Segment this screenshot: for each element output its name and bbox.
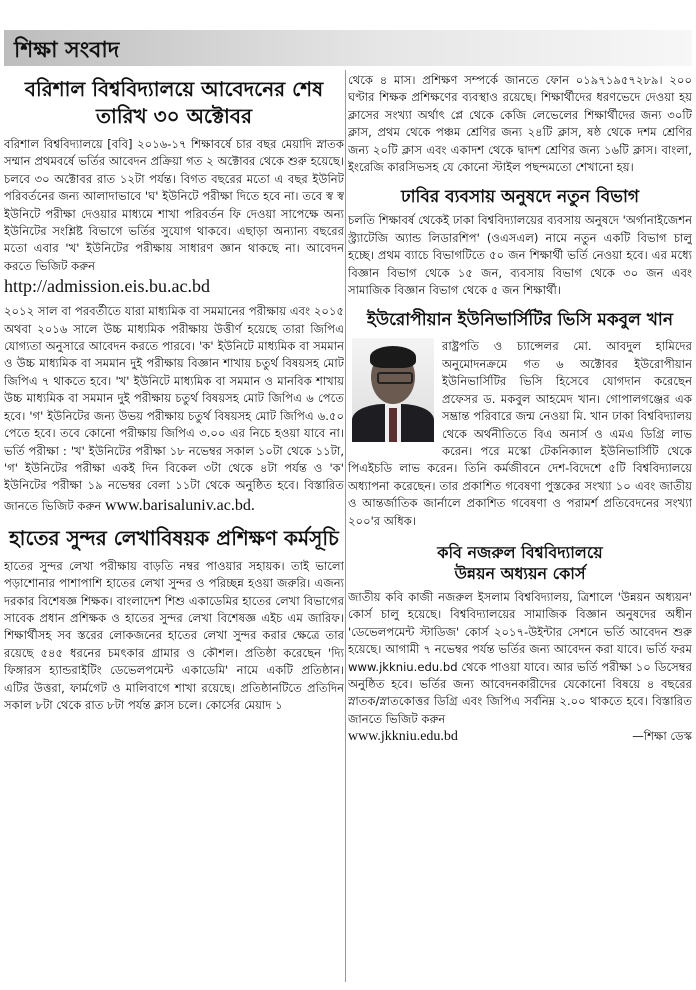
article-subheadline: উন্নয়ন অধ্যয়ন কোর্স [454,563,586,583]
article-nazrul [348,542,692,745]
article-body [4,303,344,516]
article-footer [348,728,692,745]
article-body: রাষ্ট্রপতি ও চ্যান্সেলর মো. আবদুল হামিদের অনুমোদনক্রমে গত ৬ অক্টোবর ইউরোপীয়ান ইউনিভার্সিটির ভিসি হিসেবে যোগদান করেছেন প্রফেসর ড. মকবুল আহমেদ খান। গোপালগঞ্জের এক সম্ভ্রান্ত পরিবারে জন্ম নেওয়া মি. খান ঢাকা বিশ্ববিদ্যালয় থেকে অর্থনীতিতে বিএ অনার্স ও এমএ ডিগ্রি লাভ করেন। পরে মস্কো টেকনিক্যাল ইউনিভার্সিটি থেকে পিএইচডি লাভ করেন। তিনি কর্মজীবনে দেশ-বিদেশে ৫টি বিশ্ববিদ্যালয়ে অধ্যাপনা করেছেন। তার প্রকাশিত গবেষণা পুস্তকের সংখ্যা ১০ এবং জাতীয় ও আন্তর্জাতিক জার্নালে প্রকাশিত গবেষণা ও পরামর্শ প্রতিবেদনের সংখ্যা ২০০'র অধিক। [348,339,692,528]
article-headline: হাতের সুন্দর লেখাবিষয়ক প্রশিক্ষণ কর্মসূচি [9,525,339,550]
nazrul-website-link[interactable]: www.jkkniu.edu.bd [348,729,458,745]
article-body: বরিশাল বিশ্ববিদ্যালয়ে [ববি] ২০১৬-১৭ শিক্ষাবর্ষে চার বছর মেয়াদি স্নাতক সম্মান প্রথমবর্ষে ভর্তির আবেদন প্রক্রিয়া গত ২ অক্টোবর থেকে শুরু হয়েছে। চলবে ৩০ অক্টোবর রাত ১২টা পর্যন্ত। বিগত বছরের মতো এ বছর ইউনিট পরিবর্তনের জন্য আলাদাভাবে 'ঘ' ইউনিটে পরীক্ষা দিতে হবে না। তবে স্ব স্ব ইউনিটে পরীক্ষা দেওয়ার মাধ্যমে শাখা পরিবর্তন ফি দেওয়া সাপেক্ষে অন্য ইউনিটের সংশ্লিষ্ট বিভাগে ভর্তির সুযোগ থাকবে। এছাড়া অন্যান্য বছরের মতো এবার 'খ' ইউনিটের পরীক্ষায় সাধারণ জ্ঞান থাকছে না। আবেদন করতে ভিজিট করুন [4,137,344,273]
admission-link[interactable]: http://admission.eis.bu.ac.bd [4,276,210,297]
column-divider [345,70,346,982]
photo-tie [389,408,397,442]
article-headline: কবি নজরুল বিশ্ববিদ্যালয়ে [437,542,603,562]
article-body: জাতীয় কবি কাজী নজরুল ইসলাম বিশ্ববিদ্যালয়, ত্রিশালে 'উন্নয়ন অধ্যয়ন' কোর্স চালু হয়েছে। বিশ্ববিদ্যালয়ের সামাজিক বিজ্ঞান অনুষদের অধীন 'ডেভেলপমেন্ট স্টাডিজ' কোর্স ২০১৭-উইন্টার সেশনে ভর্তি আবেদন শুরু হয়েছে। আগামী ৭ নভেম্বর পর্যন্ত ভর্তির জন্য আবেদন করা যাবে। ভর্তি ফরম www.jkkniu.edu.bd থেকে পাওয়া যাবে। আর ভর্তি পরীক্ষা ১০ ডিসেম্বর অনুষ্ঠিত হবে। ভর্তির জন্য আবেদনকারীদের যেকোনো বিষয়ে ৪ বছরের স্নাতক/স্নাতকোত্তর ডিগ্রি এবং জিপিএ সর্বনিম্ন ২.০০ থাকতে হবে। বিস্তারিত জানতে ভিজিট করুন [348,589,692,726]
article-body-text: ২০১২ সাল বা পরবর্তীতে যারা মাধ্যমিক বা সমমানের পরীক্ষায় এবং ২০১৫ অথবা ২০১৬ সালে উচ্চ মাধ্যমিক পরীক্ষায় উত্তীর্ণ হয়েছে তারা জিপিএ যোগ্যতা অনুসারে আবেদন করতে পারবে। 'ক' ইউনিটে মাধ্যমিক বা সমমান ও উচ্চ মাধ্যমিক বা সমমান দুই পরীক্ষায় বিজ্ঞান শাখায় চতুর্থ বিষয়সহ মোট জিপিএ ৭ থাকতে হবে। 'খ' ইউনিটে মাধ্যমিক বা সমমান ও মানবিক শাখায় উচ্চ মাধ্যমিক বা সমমান দুই পরীক্ষায় চতুর্থ বিষয়সহ মোট জিপিএ ৬ পেতে হবে। 'গ' ইউনিটের জন্য উভয় পরীক্ষায় চতুর্থ বিষয়সহ মোট জিপিএ ৬.৫০ পেতে হবে। তবে কোনো পরীক্ষায় জিপিএ ৩.০০ এর নিচে হওয়া যাবে না। ভর্তি পরীক্ষা : 'খ' ইউনিটের পরীক্ষা ১৮ নভেম্বর সকাল ১০টা থেকে ১১টা, 'গ' ইউনিটের পরীক্ষা একই দিন বিকেল ৩টা থেকে ৪টা পর্যন্ত ও 'ক' ইউনিটের পরীক্ষা ১৯ নভেম্বর বেলা ১১টা থেকে অনুষ্ঠিত হবে। বিস্তারিত জানতে ভিজিট করুন [4,304,344,513]
photo-glasses [377,372,413,384]
byline-signature: —শিক্ষা ডেস্ক [632,729,692,744]
article-european [348,309,692,529]
section-header [4,30,692,66]
article-handwriting-continued [348,72,692,176]
article-handwriting [4,525,344,715]
article-headline: ঢাবির ব্যবসায় অনুষদে নতুন বিভাগ [400,187,640,208]
section-title: শিক্ষা সংবাদ [14,37,120,63]
portrait-photo [352,338,434,442]
article-headline: বরিশাল বিশ্ববিদ্যালয়ে আবেদনের শেষ তারিখ ৩০ অক্টোবর [24,77,324,128]
article-headline: ইউরোপীয়ান ইউনিভার্সিটির ভিসি মকবুল খান [367,310,673,331]
article-body: চলতি শিক্ষাবর্ষ থেকেই ঢাকা বিশ্ববিদ্যালয়ের ব্যবসায় অনুষদে 'অর্গানাইজেশন স্ট্র্যাটেজি অ্যান্ড লিডারশিপ' (ওএসএল) নামে নতুন একটি বিভাগ চালু হচ্ছে। প্রথম ব্যাচে বিভাগটিতে ৫০ জন শিক্ষার্থী ভর্তি নেওয়া হবে। এর মধ্যে বিজ্ঞান বিভাগ থেকে ১৫ জন, ব্যবসায় বিভাগ থেকে ৩০ জন এবং সামাজিক বিজ্ঞান বিভাগ থেকে ৫ জন শিক্ষার্থী। [348,213,692,298]
photo-hair [370,346,416,368]
right-column [348,70,692,986]
left-column [4,70,344,986]
article-dhaka [348,186,692,299]
article-body: থেকে ৪ মাস। প্রশিক্ষণ সম্পর্কে জানতে ফোন ০১৯৭১৯৫৭২৮৯। ২০০ ঘণ্টার শিক্ষক প্রশিক্ষণের ব্যবস্থাও রয়েছে। শিক্ষার্থীদের ধরণভেদে দেওয়া হয় ক্লাসের সংখ্যা অর্থাৎ প্লে থেকে কেজি লেভেলের শিক্ষার্থীদের জন্য ৩০টি ক্লাস, প্রথম থেকে পঞ্চম শ্রেণির জন্য ২৪টি ক্লাস, ষষ্ঠ থেকে দশম শ্রেণির জন্য ২০টি ক্লাস এবং একাদশ থেকে দ্বাদশ শ্রেণির জন্য ১৬টি ক্লাস। বাংলা, ইংরেজি কারসিভসহ যে কোনো স্টাইল পছন্দমতো শেখানো হয়। [348,73,692,175]
article-barisal [4,76,344,517]
article-body: হাতের সুন্দর লেখা পরীক্ষায় বাড়তি নম্বর পাওয়ার সহায়ক। তাই ভালো পড়াশোনার পাশাপাশি হাতের লেখা সুন্দর ও পরিচ্ছন্ন হওয়া জরুরি। এজন্য দরকার বিশেষজ্ঞ শিক্ষক। বাংলাদেশ শিশু একাডেমির হাতের লেখা বিভাগের সাবেক প্রধান প্রশিক্ষক ও হাতের সুন্দর লেখা বিশেষজ্ঞ এইচ এম জারিফ। শিক্ষার্থীসহ সব স্তরের লোকজনের হাতের লেখা সুন্দর করার ক্ষেত্রে তার রয়েছে ৫৪৫ ধরনের চমৎকার গ্রামার ও কৌশল। প্রতিষ্ঠা করেছেন 'দ্যি ফিঙ্গারস হ্যান্ডরাইটিং ডেভেলপমেন্ট একাডেমি' নামে একটি প্রতিষ্ঠান। এটির উত্তরা, ফার্মগেট ও মালিবাগে শাখা রয়েছে। প্রতিষ্ঠানটিতে প্রতিদিন সকাল ৮টা থেকে রাত ৮টা পর্যন্ত ক্লাস চলে। কোর্সের মেয়াদ ১ [4,558,344,712]
barisal-website-link[interactable]: www.barisaluniv.ac.bd. [104,496,255,514]
